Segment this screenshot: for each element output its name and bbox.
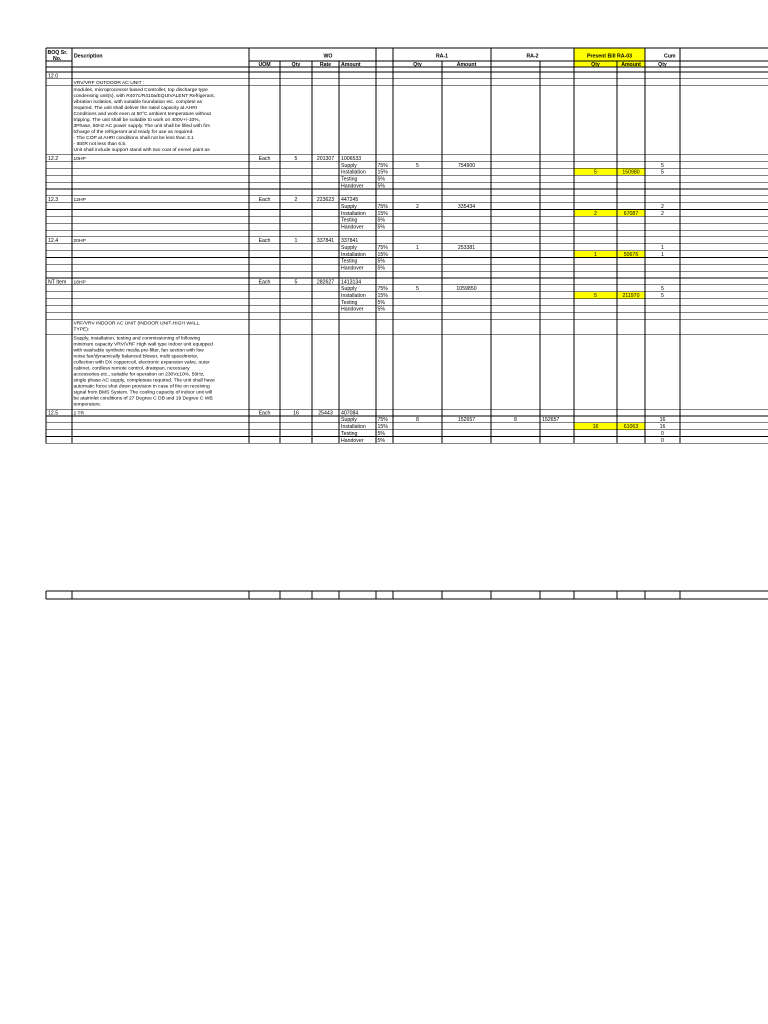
stage-percent-cell: 75% bbox=[377, 417, 388, 424]
present-amount-cell: 61063 bbox=[623, 424, 639, 431]
wo-amount-cell: 447245 bbox=[341, 197, 359, 204]
description-text: temperature. bbox=[73, 402, 102, 408]
ra1-qty-cell: 2 bbox=[416, 203, 419, 210]
present-qty-cell: 2 bbox=[594, 210, 597, 217]
stage-percent-cell: 75% bbox=[377, 245, 388, 251]
present-amount-cell: 67087 bbox=[623, 210, 639, 217]
wo-qty-cell: 5 bbox=[294, 279, 298, 286]
boq-sr-cell: 12.5 bbox=[48, 410, 59, 417]
stage-cell: Supply bbox=[341, 203, 357, 210]
description-text: tcharge of the refrigerant and ready for use as required. bbox=[73, 129, 194, 135]
description-text: be atairinlet conditions of 27 Degree C DB and 19 Degree C WB bbox=[73, 396, 213, 402]
stage-percent-cell: 15% bbox=[377, 210, 388, 217]
cumulative-qty-cell: 1 bbox=[661, 251, 664, 258]
ra1-qty-cell: 5 bbox=[416, 162, 419, 169]
stage-cell: Supply bbox=[341, 162, 357, 169]
wo-amount-cell: 1413134 bbox=[341, 279, 362, 286]
present-bill-header: Present Bill RA-03 bbox=[587, 53, 632, 60]
description-text: 12HP bbox=[73, 198, 86, 204]
wo-amount-cell: 337841 bbox=[341, 238, 359, 245]
table-text bbox=[48, 50, 676, 444]
stage-percent-cell: 75% bbox=[377, 286, 388, 293]
present-qty-cell: 1 bbox=[594, 251, 597, 258]
rate-cell: 282627 bbox=[316, 279, 335, 286]
description-text: Conditions and work even at 50°C ambient temperature without bbox=[73, 111, 211, 117]
rate-cell: 201307 bbox=[316, 155, 335, 162]
stage-cell: Testing bbox=[341, 299, 358, 306]
description-text: vibration isolation, with suitable foundation etc. complete as bbox=[73, 99, 203, 105]
uom-cell: Each bbox=[258, 155, 271, 162]
stage-cell: Supply bbox=[341, 417, 357, 424]
wo-amount-header: Amount bbox=[341, 62, 361, 68]
description-text: - IEER not less than 6.5. bbox=[73, 141, 127, 147]
cumulative-qty-cell: 2 bbox=[661, 210, 664, 217]
wo-qty-cell: 16 bbox=[293, 410, 299, 417]
ra1-amount-cell: 152657 bbox=[457, 417, 476, 424]
ra1-amount-cell: 253381 bbox=[457, 245, 476, 251]
description-text: Supply, installation, testing and commissioning of following bbox=[73, 336, 201, 342]
ra1-qty-cell: 8 bbox=[416, 417, 419, 424]
stage-percent-cell: 5% bbox=[377, 299, 385, 306]
boq-sr-cell: NT Item bbox=[48, 279, 67, 286]
rate-cell: 223623 bbox=[316, 197, 335, 204]
stage-percent-cell: 15% bbox=[377, 424, 388, 431]
ra1-header: RA-1 bbox=[435, 53, 449, 60]
stage-cell: Installation bbox=[341, 210, 366, 217]
stage-cell: Installation bbox=[341, 251, 366, 258]
description-text: TYPE): bbox=[73, 327, 90, 333]
description-text: 16HP bbox=[73, 280, 86, 286]
description-text: condensing unit(s), with R407c/R410a/EQUIVALENT Refrigerant, bbox=[73, 93, 215, 99]
wo-amount-cell: 1006533 bbox=[341, 155, 362, 162]
stage-percent-cell: 5% bbox=[377, 217, 385, 224]
ra1-amount-header: Amount bbox=[456, 62, 477, 68]
ra1-qty-header: Qty bbox=[413, 62, 422, 68]
description-text: with washable synthetic media pre-filter, fan section with low bbox=[73, 348, 204, 354]
stage-percent-cell: 5% bbox=[377, 176, 385, 183]
uom-cell: Each bbox=[258, 197, 271, 204]
stage-percent-cell: 5% bbox=[377, 306, 385, 313]
boq-sr-cell: 12.3 bbox=[48, 197, 59, 204]
stage-cell: Handover bbox=[341, 265, 364, 272]
boq-sr-cell: 12.2 bbox=[48, 155, 59, 162]
present-amount-header: Amount bbox=[621, 62, 641, 68]
stage-percent-cell: 15% bbox=[377, 169, 388, 176]
present-qty-cell: 5 bbox=[594, 292, 597, 299]
cumulative-qty-cell: 0 bbox=[661, 430, 664, 437]
cumulative-qty-cell: 16 bbox=[659, 417, 666, 424]
stage-cell: Supply bbox=[341, 286, 357, 293]
stage-percent-cell: 75% bbox=[377, 203, 388, 210]
description-text: noise fan/dynamically balanced blower, multi speedmotor, bbox=[73, 354, 199, 360]
boq-sr-header: BOQ Sr. bbox=[47, 50, 68, 56]
present-qty-cell: 16 bbox=[592, 424, 599, 431]
stage-cell: Testing bbox=[341, 217, 358, 224]
wo-amount-cell: 407084 bbox=[341, 410, 359, 417]
description-text: 20HP bbox=[73, 239, 86, 245]
present-amount-cell: 50676 bbox=[623, 251, 639, 258]
cell-highlights bbox=[574, 48, 645, 430]
present-amount-cell: 211970 bbox=[622, 292, 640, 299]
uom-header: UOM bbox=[258, 62, 271, 68]
description-text: 3Phase, 50Hz AC power supply. The unit shall be filled with firs bbox=[73, 123, 210, 129]
ra1-amount-cell: 754900 bbox=[457, 162, 476, 169]
description-text: - The COP at AHRI conditions shall not be less than 3.1 bbox=[73, 135, 194, 141]
description-text: 2 TR bbox=[73, 411, 85, 417]
ra1-amount-cell: 335434 bbox=[457, 203, 476, 210]
rate-cell: 337841 bbox=[316, 238, 335, 245]
boq-sr-cell: 12.4 bbox=[48, 238, 59, 245]
cumulative-header: Cum bbox=[664, 53, 676, 60]
cumulative-qty-cell: 0 bbox=[661, 437, 664, 444]
wo-header: WO bbox=[323, 53, 333, 60]
stage-percent-cell: 5% bbox=[377, 183, 385, 190]
wo-qty-cell: 2 bbox=[294, 197, 298, 204]
stage-cell: Supply bbox=[341, 245, 357, 251]
description-text: VRF/VRV INDOOR AC UNIT (INDOOR UNIT-HIGH WALL bbox=[73, 321, 200, 327]
boq-sr-cell: 12.0 bbox=[48, 73, 59, 80]
stage-cell: Handover bbox=[341, 437, 364, 444]
description-text: modules, microprocessor based Controller, top discharge type bbox=[73, 87, 208, 93]
stage-percent-cell: 5% bbox=[377, 437, 385, 444]
cumulative-qty-cell: 1 bbox=[661, 245, 664, 251]
description-text: tripping. The unit shall be suitable to work on 400V+/-10%, bbox=[73, 117, 200, 123]
cumulative-qty-cell: 5 bbox=[661, 292, 664, 299]
present-qty-cell: 5 bbox=[594, 169, 597, 176]
description-text: accessories etc., suitable for operation on 230V±10%, 50Hz, bbox=[73, 372, 205, 378]
rate-cell: 25443 bbox=[318, 410, 333, 417]
description-text: automatic force shut down provision in case of fire on receiving bbox=[73, 384, 210, 390]
description-text: signal from BMS System. The cooling capacity of indoor unit will bbox=[73, 390, 213, 396]
wo-qty-cell: 5 bbox=[294, 155, 298, 162]
ra1-qty-cell: 5 bbox=[416, 286, 419, 293]
stage-cell: Testing bbox=[341, 176, 358, 183]
description-header: Description bbox=[74, 53, 103, 60]
present-amount-cell: 150980 bbox=[622, 169, 640, 176]
stage-percent-cell: 15% bbox=[377, 292, 388, 299]
boq-no-header: No. bbox=[53, 56, 62, 62]
stage-percent-cell: 5% bbox=[377, 430, 385, 437]
stage-cell: Handover bbox=[341, 306, 364, 313]
stage-cell: Installation bbox=[341, 292, 366, 299]
cumulative-qty-cell: 2 bbox=[661, 203, 664, 210]
stage-percent-cell: 5% bbox=[377, 258, 385, 265]
description-text: Unit shall include support stand with two coat of enmel paint as bbox=[73, 147, 210, 153]
ra2-qty-cell: 8 bbox=[514, 417, 517, 424]
ra1-amount-cell: 1059850 bbox=[456, 286, 477, 293]
cumulative-qty-cell: 5 bbox=[661, 286, 664, 293]
uom-cell: Each bbox=[258, 238, 271, 245]
ra2-amount-cell: 152657 bbox=[542, 417, 560, 424]
stage-percent-cell: 5% bbox=[377, 224, 385, 231]
stage-cell: Testing bbox=[341, 258, 358, 265]
present-qty-header: Qty bbox=[591, 62, 600, 68]
uom-cell: Each bbox=[258, 410, 271, 417]
cumulative-qty-cell: 5 bbox=[661, 162, 664, 169]
stage-cell: Handover bbox=[341, 183, 364, 190]
cumulative-qty-header: Qty bbox=[658, 62, 667, 68]
rate-header: Rate bbox=[319, 62, 332, 68]
uom-cell: Each bbox=[258, 279, 271, 286]
description-text: required. The unit shall deliver the rated capacity at AHRI bbox=[73, 105, 198, 111]
stage-cell: Handover bbox=[341, 224, 364, 231]
description-text: VRV/VRF OUTDOOR AC UNIT : bbox=[73, 81, 145, 87]
wo-qty-cell: 1 bbox=[294, 238, 298, 245]
stage-cell: Testing bbox=[341, 430, 358, 437]
description-text: cabinet, cordless remote control, drainpan, necessary bbox=[73, 366, 190, 372]
stage-percent-cell: 5% bbox=[377, 265, 385, 272]
description-text: minimum capacity VRV/VRF High wall type Indoor unit equipped bbox=[73, 342, 213, 348]
cumulative-qty-cell: 5 bbox=[661, 169, 664, 176]
description-text: 10HP bbox=[73, 156, 86, 162]
stage-percent-cell: 75% bbox=[377, 162, 388, 169]
stage-cell: Installation bbox=[341, 169, 366, 176]
ra1-qty-cell: 1 bbox=[416, 245, 419, 251]
ra2-header: RA-2 bbox=[526, 53, 539, 60]
stage-cell: Installation bbox=[341, 424, 366, 431]
wo-qty-header: Qty bbox=[291, 62, 301, 68]
stage-percent-cell: 15% bbox=[377, 251, 388, 258]
description-text: single phase AC supply, completeas required. The unit shall have bbox=[73, 378, 215, 384]
cumulative-qty-cell: 16 bbox=[659, 424, 666, 431]
description-text: collection with DX coppercoil, electronic expansion valve, outer bbox=[73, 360, 210, 366]
